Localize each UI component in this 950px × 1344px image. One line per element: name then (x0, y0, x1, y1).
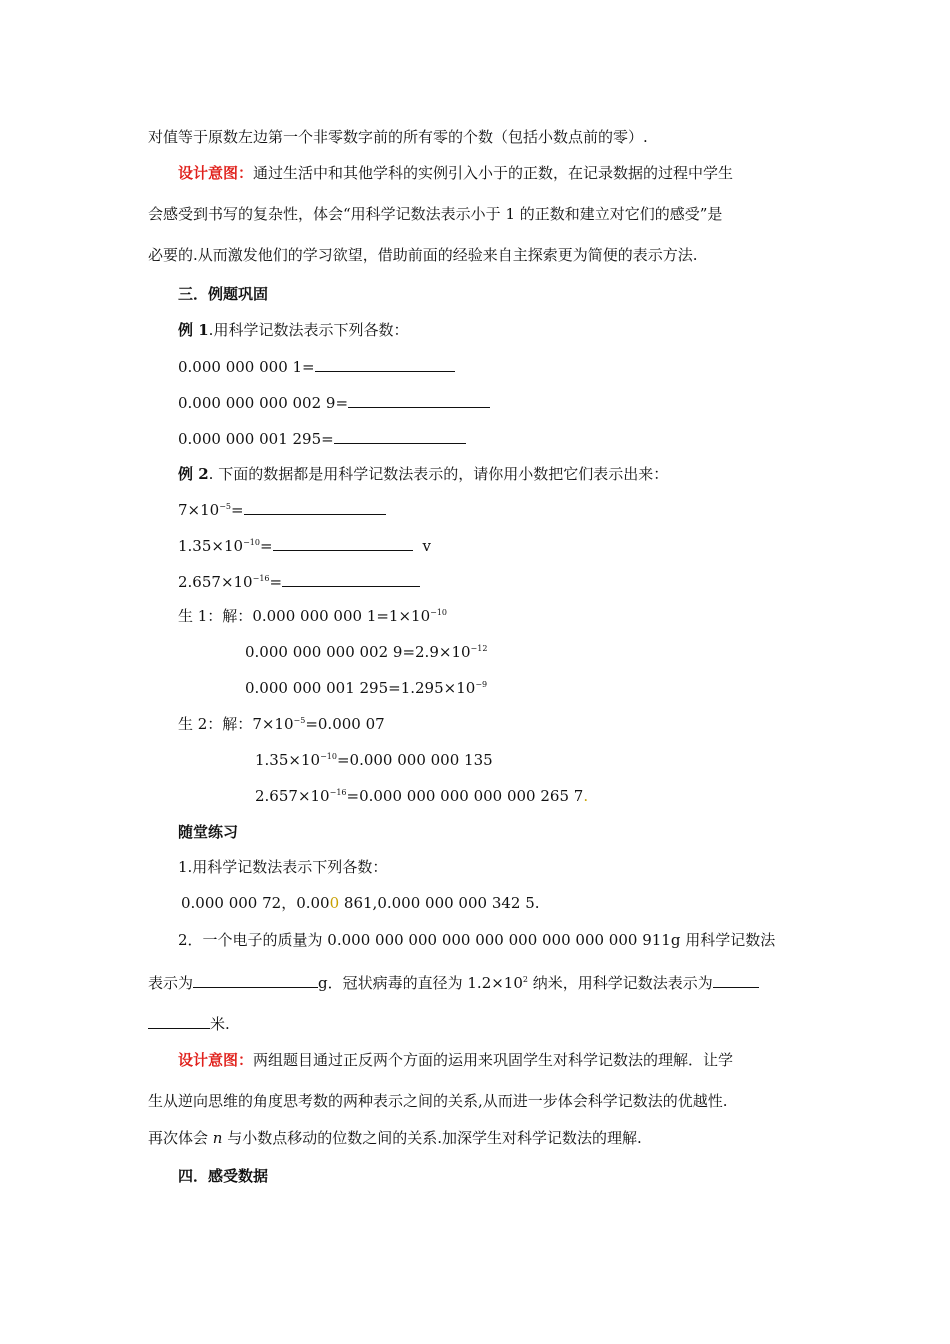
paragraph-intro-end: 对值等于原数左边第一个非零数字前的所有零的个数（包括小数点前的零）. (148, 128, 648, 146)
answer-blank[interactable] (282, 571, 420, 587)
example-1-item: 0.000 000 001 295= (178, 428, 466, 449)
example-1-item: 0.000 000 000 002 9= (178, 392, 490, 413)
practice-question-2-line1: 2．一个电子的质量为 0.000 000 000 000 000 000 000 000 000 911g 用科学记数法 (178, 931, 776, 949)
design-intent-1-line3: 必要的.从而激发他们的学习欲望，借助前面的经验来自主探索更为简便的表示方法. (148, 246, 698, 264)
design-intent-label: 设计意图： (178, 164, 254, 182)
example-2-item: $1.35\times 10^{-10}= v$ (178, 537, 432, 555)
example-2-item: $7\times 10^{-5}=$ (178, 499, 386, 520)
example-2-item: $2.657\times 10^{-16}=$ (178, 571, 420, 592)
design-intent-2-line1: 设计意图：两组题目通过正反两个方面的运用来巩固学生对科学记数法的理解．让学 (178, 1051, 734, 1069)
design-intent-1-line1: 设计意图：通过生活中和其他学科的实例引入小于的正数，在记录数据的过程中学生 (178, 164, 734, 182)
practice-question-1-numbers: 0.000 000 72，0.000 861,0.000 000 000 342 5. (181, 894, 540, 912)
example-1-heading: 例 1.用科学记数法表示下列各数： (178, 321, 409, 339)
answer-blank[interactable] (334, 428, 466, 444)
student-1-line2: 0.000 000 000 002 $9=2.9\times 10^{-12}$ (245, 643, 488, 661)
practice-question-2-line3: 米. (148, 1013, 230, 1034)
design-intent-1-line2: 会感受到书写的复杂性，体会“用科学记数法表示小于 1 的正数和建立对它们的感受”是 (148, 205, 723, 223)
answer-blank[interactable] (244, 499, 386, 515)
student-1-line1: 生 1：解：0.000 000 000 $1=1\times 10^{-10}$ (178, 607, 448, 625)
example-2-heading: 例 2. 下面的数据都是用科学记数法表示的，请你用小数把它们表示出来： (178, 465, 669, 483)
practice-question-2-line2: 表示为 g．冠状病毒的直径为 $1.2\times 10^2$ 纳米，用科学记数法表示为 (148, 972, 759, 993)
example-1-item: 0.000 000 000 1= (178, 356, 455, 377)
student-2-line2: $1.35\times 10^{-10}=0.000$ 000 000 135 (255, 751, 493, 769)
answer-blank[interactable] (273, 535, 413, 551)
section-3-title: 三．例题巩固 (178, 285, 269, 303)
section-4-title: 四．感受数据 (178, 1167, 269, 1185)
answer-blank[interactable] (348, 392, 490, 408)
practice-title: 随堂练习 (178, 823, 239, 841)
design-intent-label: 设计意图： (178, 1051, 254, 1069)
student-2-line3: $2.657\times 10^{-16}=0.000$ 000 000 000 000 265 7. (255, 787, 589, 805)
answer-blank[interactable] (193, 972, 318, 988)
design-intent-2-line3: 再次体会 n 与小数点移动的位数之间的关系.加深学生对科学记数法的理解. (148, 1129, 642, 1147)
answer-blank[interactable] (713, 972, 759, 988)
answer-blank[interactable] (148, 1013, 210, 1029)
design-intent-2-line2: 生从逆向思维的角度思考数的两种表示之间的关系,从而进一步体会科学记数法的优越性. (148, 1092, 728, 1110)
practice-question-1: 1.用科学记数法表示下列各数： (178, 858, 388, 876)
answer-blank[interactable] (315, 356, 455, 372)
student-2-line1: 生 2：解：$7\times 10^{-5}=0.000$ 07 (178, 715, 385, 733)
student-1-line3: 0.000 000 001 $295=1.295\times 10^{-9}$ (245, 679, 488, 697)
